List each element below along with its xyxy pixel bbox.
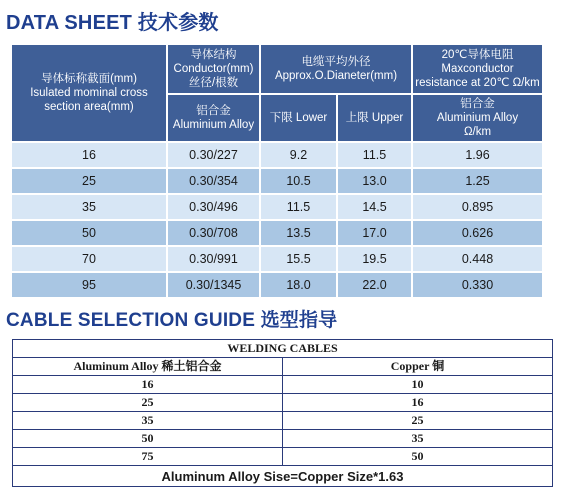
cell-area: 70 (12, 247, 166, 271)
cell-resistance: 1.96 (413, 143, 542, 167)
cell-upper: 22.0 (338, 273, 411, 297)
header-alloy (168, 95, 259, 141)
header-res-alloy (413, 95, 542, 141)
cell-conductor: 0.30/991 (168, 247, 259, 271)
cell-conductor: 0.30/708 (168, 221, 259, 245)
table-row (12, 143, 542, 167)
header-resistance-line: Maxconductor (441, 63, 514, 75)
header-conductor-line: 导体结构 (190, 49, 237, 61)
cell-resistance: 0.895 (413, 195, 542, 219)
header-conductor-line: 丝径/根数 (188, 77, 239, 89)
cell-area: 16 (12, 143, 166, 167)
cell-lower: 9.2 (261, 143, 336, 167)
header-resistance-line: resistance at 20℃ Ω/km (415, 77, 540, 89)
cell-copper-size: 10 (283, 376, 553, 394)
cell-copper-size: 16 (283, 394, 553, 412)
cell-upper: 13.0 (338, 169, 411, 193)
table-row (13, 412, 553, 430)
cell-area: 25 (12, 169, 166, 193)
table-row (13, 376, 553, 394)
table-row (12, 169, 542, 193)
cell-lower: 15.5 (261, 247, 336, 271)
cell-upper: 17.0 (338, 221, 411, 245)
cell-area: 50 (12, 221, 166, 245)
cell-resistance: 0.330 (413, 273, 542, 297)
cell-copper-size: 50 (283, 448, 553, 466)
header-od-line: Approx.O.Dianeter(mm) (274, 70, 398, 82)
table-row (12, 195, 542, 219)
cell-alloy-size: 16 (13, 376, 283, 394)
header-area-line: Isulated mominal cross (30, 87, 148, 99)
table-row (12, 247, 542, 271)
column-header-copper: Copper 铜 (283, 358, 553, 376)
data-sheet-title: DATA SHEET 技术参数 (6, 12, 219, 34)
header-area-line: 导体标称截面(mm) (41, 73, 137, 85)
cell-conductor: 0.30/1345 (168, 273, 259, 297)
cell-lower: 18.0 (261, 273, 336, 297)
header-od-line: 电缆平均外径 (301, 56, 371, 68)
header-lower: 下限 Lower (261, 95, 336, 141)
cell-resistance: 0.448 (413, 247, 542, 271)
header-res-alloy-line: 铝合金 (460, 98, 495, 110)
cell-lower: 11.5 (261, 195, 336, 219)
cell-lower: 13.5 (261, 221, 336, 245)
cell-resistance: 1.25 (413, 169, 542, 193)
header-alloy-line: Aluminium Alloy (172, 119, 255, 131)
header-alloy-line: 铝合金 (196, 105, 231, 117)
header-od (261, 45, 411, 93)
cell-upper: 14.5 (338, 195, 411, 219)
cell-resistance: 0.626 (413, 221, 542, 245)
cell-lower: 10.5 (261, 169, 336, 193)
cell-conductor: 0.30/496 (168, 195, 259, 219)
cell-area: 35 (12, 195, 166, 219)
column-header-alloy: Aluminum Alloy 稀土铝合金 (13, 358, 283, 376)
cell-conductor: 0.30/227 (168, 143, 259, 167)
table-row (12, 273, 542, 297)
header-area-line: section area(mm) (44, 101, 134, 113)
cell-alloy-size: 25 (13, 394, 283, 412)
table-row (12, 221, 542, 245)
selection-guide-title: CABLE SELECTION GUIDE 选型指导 (6, 310, 338, 331)
header-conductor-line: Conductor(mm) (173, 63, 254, 75)
table-row (13, 448, 553, 466)
header-area (12, 45, 166, 141)
cell-alloy-size: 75 (13, 448, 283, 466)
cell-copper-size: 35 (283, 430, 553, 448)
cell-copper-size: 25 (283, 412, 553, 430)
cell-alloy-size: 50 (13, 430, 283, 448)
cell-conductor: 0.30/354 (168, 169, 259, 193)
cell-upper: 11.5 (338, 143, 411, 167)
header-res-alloy-line: Ω/km (463, 126, 492, 138)
cell-alloy-size: 35 (13, 412, 283, 430)
conversion-formula: Aluminum Alloy Sise=Copper Size*1.63 (13, 466, 553, 487)
header-conductor (168, 45, 259, 93)
header-res-alloy-line: Aluminium Alloy (436, 112, 519, 124)
table-row (13, 430, 553, 448)
header-upper: 上限 Upper (338, 95, 411, 141)
cell-upper: 19.5 (338, 247, 411, 271)
header-resistance-line: 20℃导体电阻 (441, 49, 514, 61)
data-sheet-table (10, 43, 544, 299)
cell-area: 95 (12, 273, 166, 297)
welding-cables-heading: WELDING CABLES (13, 340, 553, 358)
selection-guide-table (12, 339, 553, 487)
header-resistance (413, 45, 542, 93)
table-row (13, 394, 553, 412)
